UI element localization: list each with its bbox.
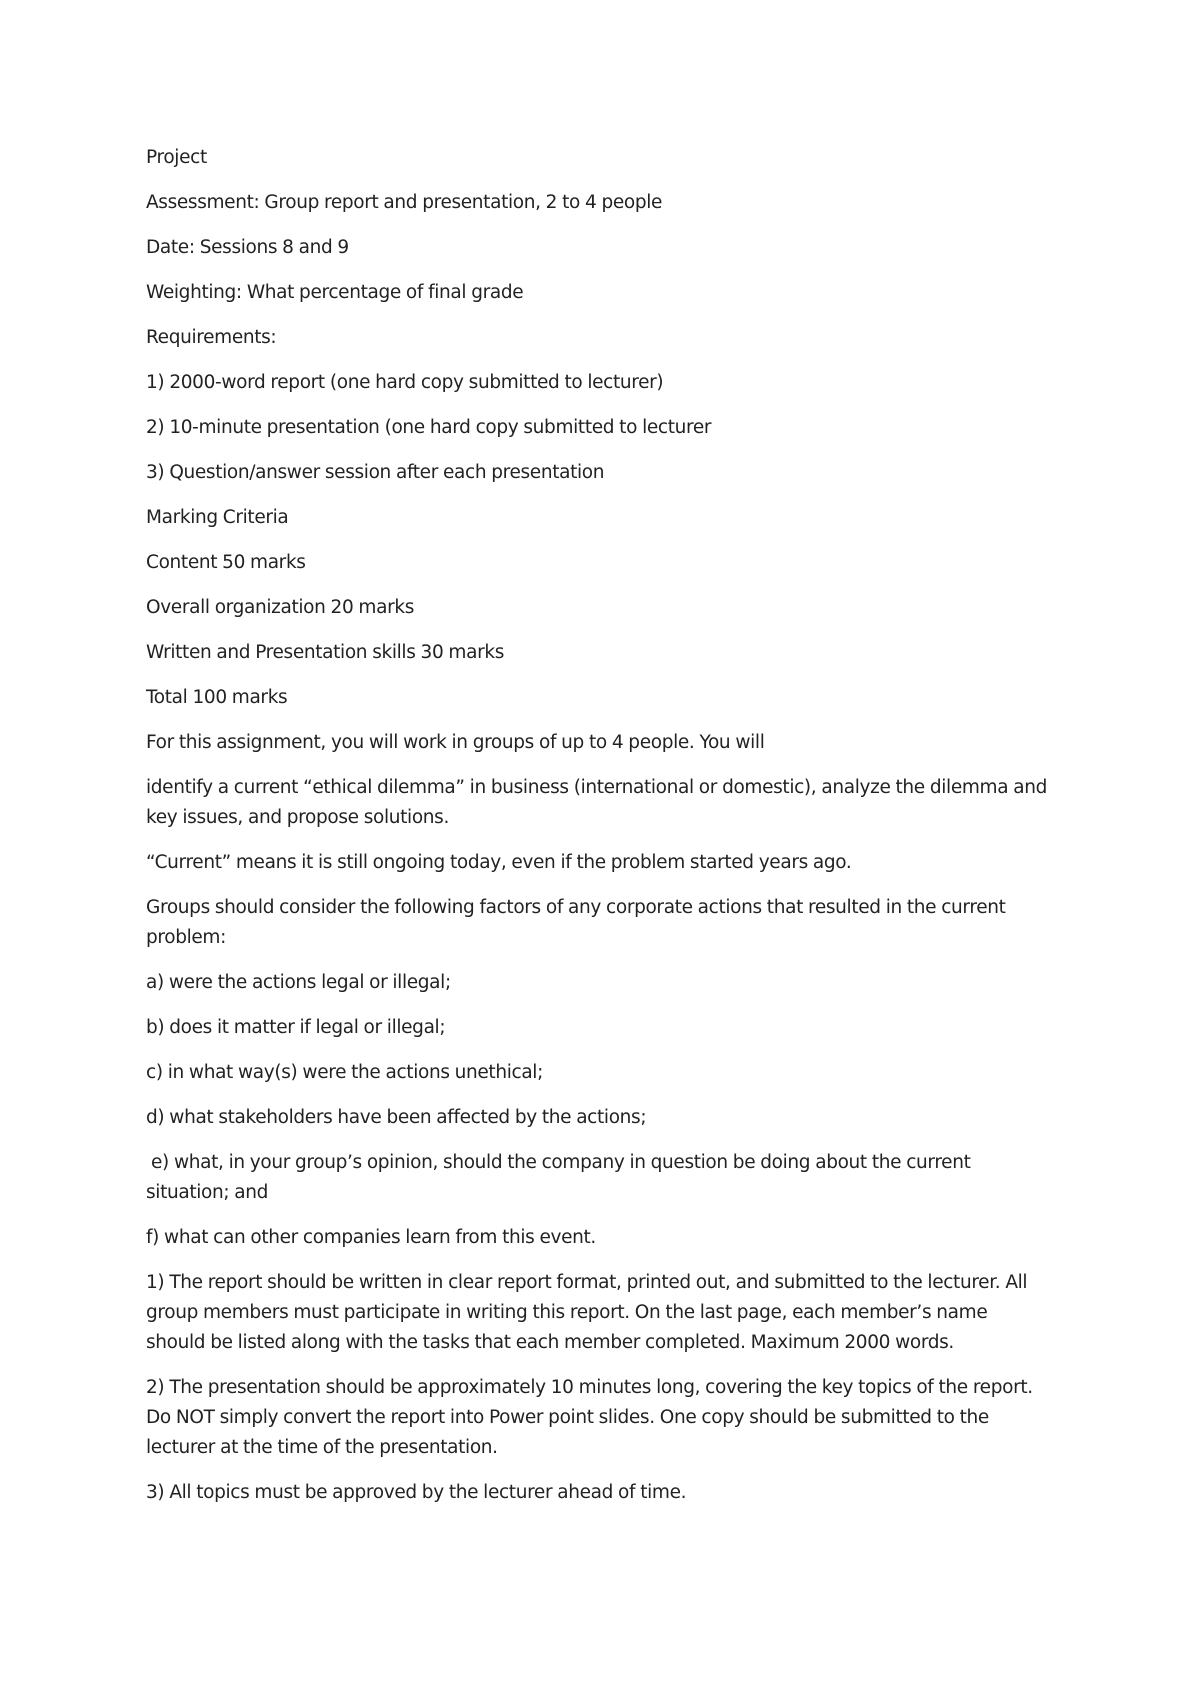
text-line: group members must participate in writing this report. On the last page, each member’s name bbox=[146, 1302, 988, 1323]
text-line: should be listed along with the tasks that each member completed. Maximum 2000 words. bbox=[146, 1332, 954, 1353]
requirement-item: 3) Question/answer session after each presentation bbox=[146, 462, 605, 483]
text-line: problem: bbox=[146, 927, 226, 948]
text-line: c) in what way(s) were the actions unethical; bbox=[146, 1062, 543, 1083]
factor-item bbox=[146, 1013, 1086, 1043]
date-line: Date: Sessions 8 and 9 bbox=[146, 237, 349, 258]
requirement-item: 1) 2000-word report (one hard copy submitted to lecturer) bbox=[146, 372, 664, 393]
marking-item: Written and Presentation skills 30 marks bbox=[146, 642, 504, 663]
instruction-paragraph bbox=[146, 1478, 1086, 1508]
text-line: key issues, and propose solutions. bbox=[146, 807, 449, 828]
text-line: a) were the actions legal or illegal; bbox=[146, 972, 451, 993]
instruction-paragraph bbox=[146, 1373, 1086, 1463]
text-line: 2) The presentation should be approximately 10 minutes long, covering the key topics of the report. bbox=[146, 1377, 1033, 1398]
text-line: 3) All topics must be approved by the lecturer ahead of time. bbox=[146, 1482, 687, 1503]
factor-item bbox=[146, 968, 1086, 998]
text-line: identify a current “ethical dilemma” in business (international or domestic), analyze the dilemma and bbox=[146, 777, 1047, 798]
intro-line: For this assignment, you will work in groups of up to 4 people. You will bbox=[146, 732, 765, 753]
current-definition: “Current” means it is still ongoing today, even if the problem started years ago. bbox=[146, 852, 852, 873]
text-line: b) does it matter if legal or illegal; bbox=[146, 1017, 446, 1038]
factor-item bbox=[146, 1148, 1086, 1208]
marking-heading: Marking Criteria bbox=[146, 507, 289, 528]
assessment-line: Assessment: Group report and presentation, 2 to 4 people bbox=[146, 192, 663, 213]
document-page bbox=[146, 143, 1086, 1523]
instruction-paragraph bbox=[146, 1268, 1086, 1358]
text-line: 1) The report should be written in clear report format, printed out, and submitted to the lecturer. All bbox=[146, 1272, 1028, 1293]
requirement-item: 2) 10-minute presentation (one hard copy submitted to lecturer bbox=[146, 417, 712, 438]
text-line: situation; and bbox=[146, 1182, 269, 1203]
marking-item: Total 100 marks bbox=[146, 687, 288, 708]
text-line: lecturer at the time of the presentation. bbox=[146, 1437, 498, 1458]
text-line: d) what stakeholders have been affected by the actions; bbox=[146, 1107, 647, 1128]
text-line: Do NOT simply convert the report into Power point slides. One copy should be submitted to the bbox=[146, 1407, 989, 1428]
text-line: e) what, in your group’s opinion, should the company in question be doing about the current bbox=[146, 1152, 971, 1173]
marking-item: Overall organization 20 marks bbox=[146, 597, 414, 618]
text-line: f) what can other companies learn from this event. bbox=[146, 1227, 596, 1248]
factor-item bbox=[146, 1058, 1086, 1088]
factor-item bbox=[146, 1103, 1086, 1133]
weighting-line: Weighting: What percentage of final grade bbox=[146, 282, 524, 303]
factors-intro bbox=[146, 893, 1086, 953]
marking-item: Content 50 marks bbox=[146, 552, 306, 573]
intro-paragraph bbox=[146, 773, 1086, 833]
factor-item bbox=[146, 1223, 1086, 1253]
text-line: Groups should consider the following factors of any corporate actions that resulted in the current bbox=[146, 897, 1006, 918]
document-title: Project bbox=[146, 147, 207, 168]
requirements-heading: Requirements: bbox=[146, 327, 277, 348]
